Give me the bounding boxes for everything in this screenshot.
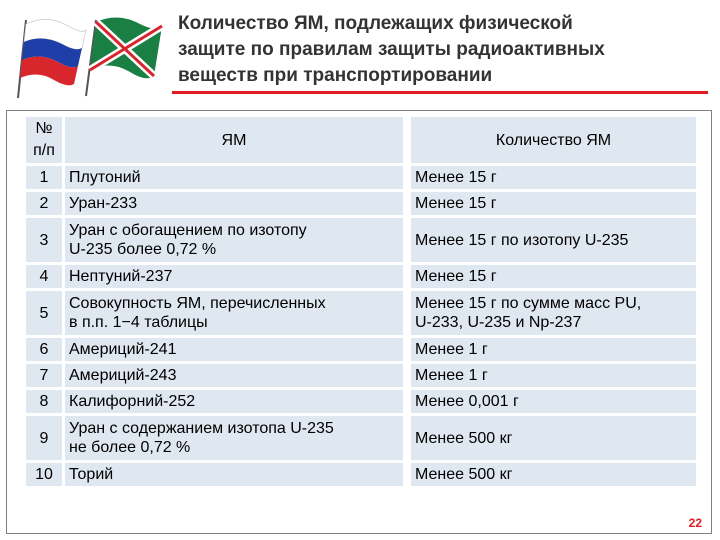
row-qty: Менее 0,001 г	[403, 390, 696, 413]
row-qty: Менее 15 г по сумме масс PU, U-233, U-235 и Np-237	[403, 291, 696, 335]
table-row	[26, 291, 696, 335]
row-qty: Менее 1 г	[403, 364, 696, 387]
row-qty: Менее 15 г по изотопу U-235	[403, 218, 696, 262]
row-num: 8	[26, 390, 62, 413]
row-qty: Менее 15 г	[403, 265, 696, 288]
row-name: Америций-241	[62, 338, 403, 361]
table-row	[26, 463, 696, 486]
title-underline	[172, 91, 708, 94]
table-header-row	[26, 117, 696, 163]
row-qty: Менее 15 г	[403, 192, 696, 215]
row-num: 2	[26, 192, 62, 215]
row-qty: Менее 500 кг	[403, 463, 696, 486]
row-num: 4	[26, 265, 62, 288]
header-name: ЯМ	[62, 117, 403, 163]
page-title: Количество ЯМ, подлежащих физической защите по правилам защиты радиоактивных веществ при транспортировании	[178, 13, 605, 86]
row-name: Америций-243	[62, 364, 403, 387]
russian-flag-icon	[18, 19, 86, 98]
row-num: 7	[26, 364, 62, 387]
table-row	[26, 166, 696, 189]
materials-table	[26, 114, 696, 489]
row-name: Уран-233	[62, 192, 403, 215]
header-num: № п/п	[26, 117, 62, 163]
table-row	[26, 265, 696, 288]
table-row	[26, 338, 696, 361]
row-num: 1	[26, 166, 62, 189]
table-row	[26, 192, 696, 215]
row-name: Уран с содержанием изотопа U-235 не более 0,72 %	[62, 416, 403, 460]
row-num: 10	[26, 463, 62, 486]
table-row	[26, 364, 696, 387]
row-qty: Менее 1 г	[403, 338, 696, 361]
header-qty: Количество ЯМ	[403, 117, 696, 163]
row-num: 9	[26, 416, 62, 460]
row-name: Совокупность ЯМ, перечисленных в п.п. 1−4 таблицы	[62, 291, 403, 335]
row-qty: Менее 15 г	[403, 166, 696, 189]
row-name: Нептуний-237	[62, 265, 403, 288]
row-num: 3	[26, 218, 62, 262]
row-num: 6	[26, 338, 62, 361]
st-andrew-cross-flag-icon	[86, 17, 162, 96]
table-row	[26, 416, 696, 460]
page-number: 22	[688, 516, 702, 530]
row-name: Уран с обогащением по изотопу U-235 более 0,72 %	[62, 218, 403, 262]
row-qty: Менее 500 кг	[403, 416, 696, 460]
row-num: 5	[26, 291, 62, 335]
table-row	[26, 390, 696, 413]
table-row	[26, 218, 696, 262]
row-name: Плутоний	[62, 166, 403, 189]
flags-emblem	[10, 10, 170, 100]
row-name: Калифорний-252	[62, 390, 403, 413]
row-name: Торий	[62, 463, 403, 486]
